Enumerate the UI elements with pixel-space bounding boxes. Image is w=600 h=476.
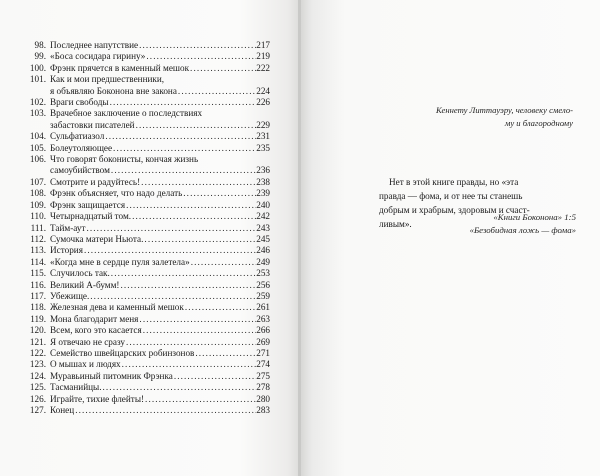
toc-dot-leader	[177, 86, 256, 97]
book-gutter	[298, 0, 301, 476]
toc-chapter-title: «Когда мне в сердце пуля залетела»	[50, 256, 190, 267]
toc-chapter-title: Фрэнк прячется в каменный мешок	[50, 62, 190, 73]
toc-entry	[26, 74, 270, 97]
toc-entry	[26, 394, 270, 405]
toc-leader-row	[50, 51, 270, 62]
toc-leader-row	[50, 394, 270, 405]
toc-entry	[26, 291, 270, 302]
toc-entry	[26, 154, 270, 177]
toc-page-number: 256	[256, 279, 270, 290]
toc-dot-leader	[182, 188, 256, 199]
toc-chapter-number: 103.	[29, 108, 46, 119]
toc-chapter-number: 101.	[29, 74, 46, 85]
toc-entry	[26, 257, 270, 268]
toc-dot-leader	[140, 177, 256, 188]
toc-page-number: 246	[256, 245, 270, 256]
toc-chapter-number: 124.	[29, 370, 46, 381]
toc-entry	[26, 97, 270, 108]
toc-entry-body	[50, 359, 270, 370]
toc-chapter-number: 127.	[29, 405, 46, 415]
toc-entry-body	[50, 348, 270, 359]
toc-leader-row	[50, 165, 270, 176]
toc-entry-body	[50, 154, 270, 177]
toc-page-number: 253	[256, 268, 270, 279]
toc-chapter-title: Сульфатиазол	[50, 131, 105, 142]
toc-chapter-number: 99.	[34, 51, 46, 62]
toc-page-number: 275	[256, 370, 270, 381]
toc-chapter-number: 105.	[29, 142, 46, 153]
toc-entry-body	[50, 394, 270, 405]
toc-entry	[26, 405, 270, 416]
toc-page-number: 261	[256, 302, 270, 313]
epigraph-line: правда — фома, и от нее ты станешь	[379, 191, 523, 201]
toc-dot-leader	[110, 165, 256, 176]
toc-chapter-title-line: Что говорят боконисты, кончая жизнь	[50, 154, 199, 165]
toc-entry	[26, 63, 270, 74]
toc-chapter-number: 112.	[30, 233, 46, 244]
toc-entry	[26, 325, 270, 336]
toc-chapter-number: 111.	[30, 222, 46, 233]
toc-entry-body	[50, 188, 270, 199]
toc-page-number: 242	[256, 211, 270, 222]
toc-chapter-title: Случилось так.	[50, 268, 110, 279]
toc-entry-body	[50, 314, 270, 325]
toc-entry-body	[50, 371, 270, 382]
toc-dot-leader	[131, 211, 256, 222]
toc-entry-body	[50, 257, 270, 268]
toc-page-number: 229	[256, 119, 270, 130]
toc-chapter-title: Сумочка матери Ньюта.	[50, 233, 144, 244]
toc-entry-body	[50, 97, 270, 108]
toc-chapter-title: История	[50, 245, 83, 256]
toc-chapter-number: 122.	[29, 347, 46, 358]
toc-chapter-title: самоубийством	[50, 165, 110, 176]
toc-entry	[26, 143, 270, 154]
toc-leader-row	[50, 234, 270, 245]
toc-leader-row	[50, 348, 270, 359]
toc-chapter-number: 116.	[30, 279, 46, 290]
toc-dot-leader	[74, 405, 256, 416]
toc-entry-body	[50, 211, 270, 222]
toc-entry-body	[50, 268, 270, 279]
toc-page-number: 231	[256, 131, 270, 142]
toc-chapter-number: 119.	[30, 313, 46, 324]
toc-leader-row	[50, 337, 270, 348]
toc-entry	[26, 211, 270, 222]
toc-dot-leader	[121, 359, 257, 370]
toc-entry-body	[50, 108, 270, 131]
toc-entry-body	[50, 51, 270, 62]
toc-leader-row	[50, 63, 270, 74]
toc-chapter-number: 125.	[29, 382, 46, 393]
toc-entry	[26, 302, 270, 313]
toc-entry	[26, 188, 270, 199]
toc-page-number: 280	[256, 393, 270, 404]
toc-chapter-number: 114.	[30, 256, 46, 267]
toc-entry	[26, 51, 270, 62]
toc-page-number: 222	[256, 62, 270, 73]
toc-chapter-title-line: Как и мои предшественники,	[50, 74, 165, 85]
toc-chapter-title: Болеутоляющее	[50, 142, 113, 153]
toc-dot-leader	[112, 143, 256, 154]
toc-leader-row	[50, 314, 270, 325]
toc-chapter-number: 110.	[30, 211, 46, 222]
epigraph-line: Нет в этой книге правды, но «эта	[389, 177, 519, 187]
toc-chapter-title: Четырнадцатый том.	[50, 211, 132, 222]
toc-entry	[26, 382, 270, 393]
toc-dot-leader	[138, 314, 256, 325]
epigraph-line: ливым».	[379, 219, 412, 229]
toc-entry-body	[50, 405, 270, 416]
toc-chapter-title: Всем, кого это касается	[50, 325, 142, 336]
toc-page-number: 283	[256, 405, 270, 415]
toc-page-number: 278	[256, 382, 270, 393]
toc-entry	[26, 223, 270, 234]
toc-entry	[26, 40, 270, 51]
toc-chapter-title: Враги свободы	[50, 97, 109, 108]
toc-chapter-number: 102.	[29, 97, 46, 108]
right-page	[300, 0, 600, 476]
toc-entry	[26, 348, 270, 359]
toc-page-number: 259	[256, 290, 270, 301]
toc-page-number: 238	[256, 176, 270, 187]
toc-entry	[26, 314, 270, 325]
toc-leader-row	[50, 200, 270, 211]
toc-chapter-number: 115.	[30, 268, 46, 279]
toc-chapter-number: 106.	[29, 154, 46, 165]
toc-entry	[26, 337, 270, 348]
toc-page-number: 245	[256, 233, 270, 244]
toc-chapter-title: Мона благодарит меня	[50, 313, 139, 324]
toc-dot-leader	[142, 325, 256, 336]
toc-leader-row	[50, 268, 270, 279]
toc-chapter-number: 118.	[30, 302, 46, 313]
toc-chapter-title: Последнее напутствие	[50, 40, 139, 50]
toc-entry-body	[50, 223, 270, 234]
toc-dot-leader	[104, 131, 256, 142]
toc-dot-leader	[143, 234, 256, 245]
toc-entry	[26, 280, 270, 291]
toc-chapter-number: 123.	[29, 359, 46, 370]
toc-entry-body	[50, 302, 270, 313]
toc-dot-leader	[125, 337, 256, 348]
toc-chapter-title: Тайм-аут	[50, 222, 86, 233]
toc-dot-leader	[194, 348, 256, 359]
toc-chapter-number: 109.	[29, 199, 46, 210]
toc-chapter-title: Конец	[50, 405, 75, 415]
epigraph-citations	[420, 211, 576, 236]
toc-dot-leader	[109, 97, 257, 108]
toc-chapter-title: Убежище.	[50, 290, 90, 301]
toc-chapter-title: Играйте, тихие флейты!	[50, 393, 145, 404]
toc-page-number: 269	[256, 336, 270, 347]
toc-chapter-title: Железная дева и каменный мешок	[50, 302, 184, 313]
toc-chapter-title: «Боса сосидара гирину»	[50, 51, 146, 62]
toc-dot-leader	[138, 40, 256, 51]
toc-entry-body	[50, 245, 270, 256]
toc-leader-row	[50, 177, 270, 188]
toc-entry	[26, 108, 270, 131]
toc-leader-row	[50, 131, 270, 142]
toc-entry-body	[50, 382, 270, 393]
toc-dot-leader	[102, 382, 257, 393]
toc-chapter-title: я объявляю Боконона вне закона	[50, 85, 177, 96]
toc-entry-body	[50, 325, 270, 336]
toc-chapter-title: забастовки писателей	[50, 119, 135, 130]
toc-entry-body	[50, 200, 270, 211]
toc-chapter-number: 107.	[29, 176, 46, 187]
toc-chapter-number: 126.	[29, 393, 46, 404]
toc-dot-leader	[145, 51, 256, 62]
toc-leader-row	[50, 223, 270, 234]
toc-dot-leader	[173, 371, 256, 382]
toc-chapter-title: Я отвечаю не сразу	[50, 336, 125, 347]
toc-dot-leader	[125, 200, 256, 211]
toc-entry-body	[50, 74, 270, 97]
toc-entry-body	[50, 40, 270, 51]
toc-entry-body	[50, 234, 270, 245]
toc-leader-row	[50, 257, 270, 268]
toc-page-number: 271	[256, 347, 270, 358]
toc-chapter-title: Великий А-бумм!	[50, 279, 120, 290]
toc-entry-body	[50, 280, 270, 291]
toc-chapter-number: 121.	[29, 336, 46, 347]
toc-entry	[26, 131, 270, 142]
toc-entry-body	[50, 337, 270, 348]
toc-page-number: 263	[256, 313, 270, 324]
toc-page-number: 239	[256, 188, 270, 199]
toc-leader-row	[50, 40, 270, 51]
toc-entry-body	[50, 131, 270, 142]
dedication-line: му и благородному	[504, 118, 573, 128]
toc-leader-row	[50, 359, 270, 370]
toc-page-number: 249	[256, 256, 270, 267]
toc-dot-leader	[189, 63, 256, 74]
toc-dot-leader	[85, 223, 256, 234]
toc-entry	[26, 177, 270, 188]
toc-chapter-title: Смотрите и радуйтесь!	[50, 176, 141, 187]
toc-page-number: 243	[256, 222, 270, 233]
toc-chapter-title-line: Врачебное заключение о последствиях	[50, 108, 203, 119]
toc-dot-leader	[83, 245, 256, 256]
toc-entry-body	[50, 143, 270, 154]
toc-leader-row	[50, 371, 270, 382]
toc-entry-body	[50, 63, 270, 74]
toc-chapter-number: 98.	[34, 40, 46, 50]
toc-page-number: 240	[256, 199, 270, 210]
toc-leader-row	[50, 325, 270, 336]
toc-chapter-number: 120.	[29, 325, 46, 336]
toc-leader-row	[50, 120, 270, 131]
toc-entry-body	[50, 177, 270, 188]
toc-dot-leader	[190, 257, 257, 268]
toc-leader-row	[50, 280, 270, 291]
toc-leader-row	[50, 86, 270, 97]
toc-leader-row	[50, 143, 270, 154]
toc-page-number: 236	[256, 165, 270, 176]
toc-entry-body	[50, 291, 270, 302]
toc-page-number: 235	[256, 142, 270, 153]
toc-page-number: 224	[256, 85, 270, 96]
toc-dot-leader	[110, 268, 256, 279]
toc-leader-row	[50, 405, 270, 416]
toc-leader-row	[50, 97, 270, 108]
toc-chapter-title: Фрэнк объясняет, что надо делать	[50, 188, 183, 199]
toc-chapter-title: Муравьиный питомник Фрэнка	[50, 370, 173, 381]
toc-dot-leader	[184, 302, 256, 313]
toc-leader-row	[50, 291, 270, 302]
toc-dot-leader	[89, 291, 256, 302]
toc-chapter-title: Тасманийцы.	[50, 382, 102, 393]
toc-page-number: 226	[256, 97, 270, 108]
toc-entry	[26, 359, 270, 370]
toc-entry	[26, 268, 270, 279]
toc-chapter-title: Фрэнк защищается	[50, 199, 126, 210]
toc-page-number: 217	[256, 40, 270, 50]
dedication	[403, 104, 573, 130]
toc-leader-row	[50, 382, 270, 393]
epigraph-line: добрым и храбрым, здоровым и счаст-	[379, 205, 530, 215]
toc-leader-row	[50, 211, 270, 222]
epigraph-citation: «Безобидная ложь — фома»	[469, 224, 576, 235]
toc-chapter-number: 104.	[29, 131, 46, 142]
toc-leader-row	[50, 188, 270, 199]
toc-page-number: 266	[256, 325, 270, 336]
toc-page-number: 219	[256, 51, 270, 62]
epigraph-citation: «Книги Боконона» 1:5	[493, 212, 576, 222]
toc-leader-row	[50, 245, 270, 256]
toc-chapter-number: 117.	[30, 290, 46, 301]
toc-dot-leader	[144, 394, 256, 405]
toc-page-number: 274	[256, 359, 270, 370]
toc-leader-row	[50, 302, 270, 313]
toc-chapter-number: 100.	[29, 62, 46, 73]
dedication-line: Кеннету Литтауэру, человеку смело-	[436, 105, 573, 115]
toc-entry	[26, 234, 270, 245]
toc-chapter-title: Семейство швейцарских робинзонов	[50, 347, 195, 358]
toc-chapter-number: 108.	[29, 188, 46, 199]
toc-chapter-number: 113.	[30, 245, 46, 256]
toc-entry	[26, 200, 270, 211]
toc-chapter-title: О мышах и людях	[50, 359, 121, 370]
toc-entry	[26, 371, 270, 382]
toc-dot-leader	[119, 280, 256, 291]
table-of-contents	[26, 40, 270, 416]
toc-entry	[26, 245, 270, 256]
toc-dot-leader	[135, 120, 257, 131]
